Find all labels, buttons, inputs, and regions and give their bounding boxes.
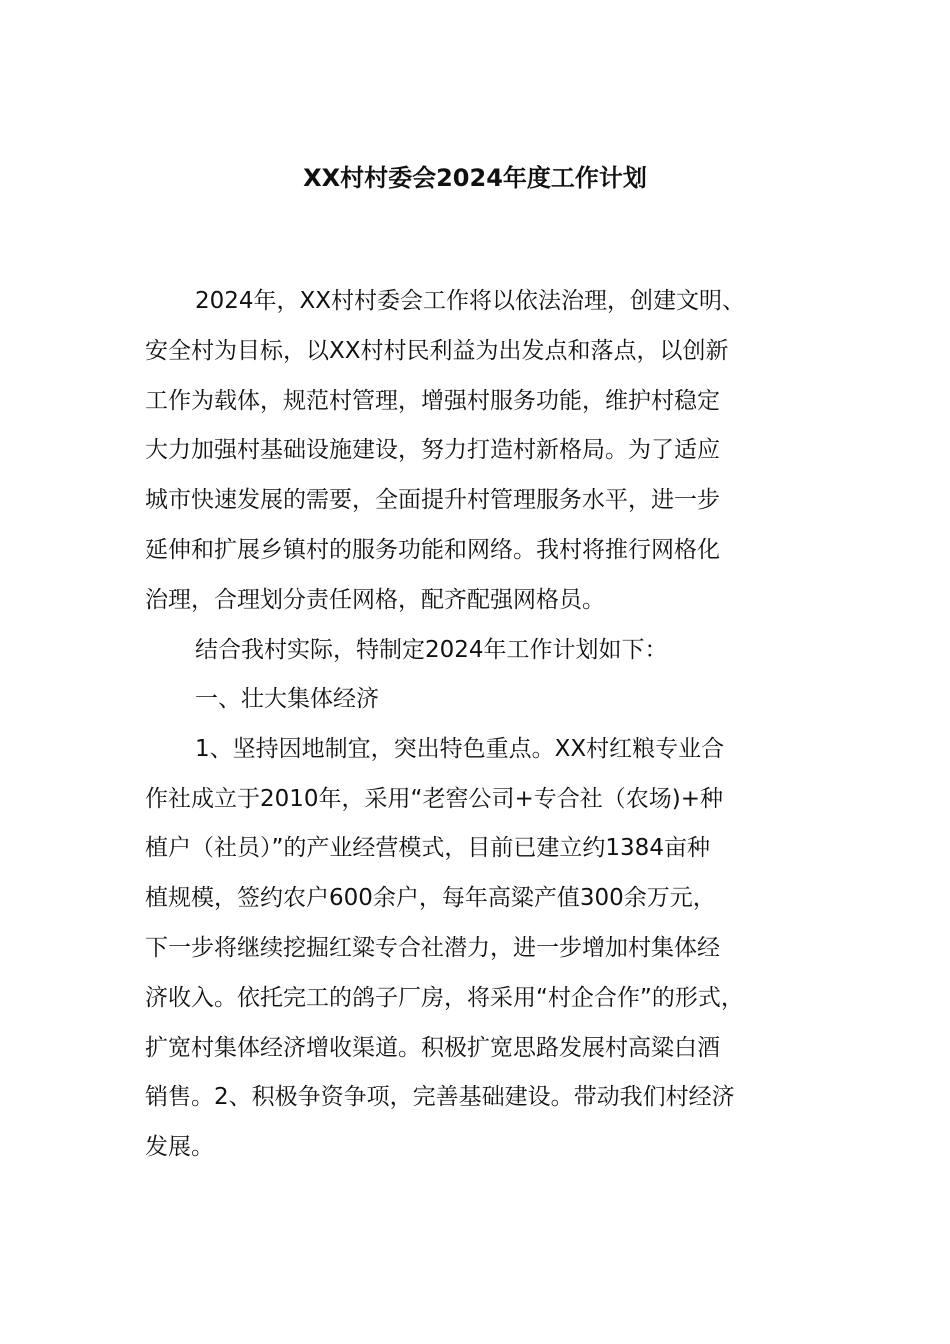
- paragraph-line: 结合我村实际，特制定2024年工作计划如下：: [195, 637, 668, 663]
- paragraph-line: 扩宽村集体经济增收渠道。积极扩宽思路发展村高粱白酒: [145, 1035, 720, 1061]
- paragraph-line: 济收入。依托完工的鸽子厂房，将采用“村企合作”的形式，: [145, 985, 744, 1011]
- paragraph-line: 销售。2、积极争资争项，完善基础建设。带动我们村经济: [145, 1084, 735, 1110]
- document-title: XX村村委会2024年度工作计划: [303, 164, 647, 192]
- paragraph-line: 延伸和扩展乡镇村的服务功能和网络。我村将推行网格化: [145, 537, 720, 563]
- paragraph-line: 植户（社员）”的产业经营模式，目前已建立约1384亩种: [145, 835, 710, 861]
- paragraph-line: 城市快速发展的需要，全面提升村管理服务水平，进一步: [145, 487, 720, 513]
- paragraph-line: 发展。: [145, 1134, 214, 1160]
- paragraph-line: 工作为载体，规范村管理，增强村服务功能，维护村稳定: [145, 388, 720, 414]
- paragraph-line: 植规模，签约农户600余户，每年高粱产值300余万元，: [145, 885, 716, 911]
- paragraph-line: 2024年，XX村村委会工作将以依法治理，创建文明、: [195, 288, 746, 314]
- paragraph-line: 下一步将继续挖掘红粱专合社潜力，进一步增加村集体经: [145, 935, 720, 961]
- paragraph-line: 安全村为目标，以XX村村民利益为出发点和落点，以创新: [145, 338, 729, 364]
- paragraph-line: 治理，合理划分责任网格，配齐配强网格员。: [145, 587, 605, 613]
- section-heading: 一、壮大集体经济: [195, 686, 379, 712]
- paragraph-line: 作社成立于2010年，采用“老窖公司+专合社（农场)+种: [145, 786, 723, 812]
- paragraph-line: 1、坚持因地制宜，突出特色重点。XX村红粮专业合: [195, 736, 725, 762]
- paragraph-line: 大力加强村基础设施建设，努力打造村新格局。为了适应: [145, 437, 720, 463]
